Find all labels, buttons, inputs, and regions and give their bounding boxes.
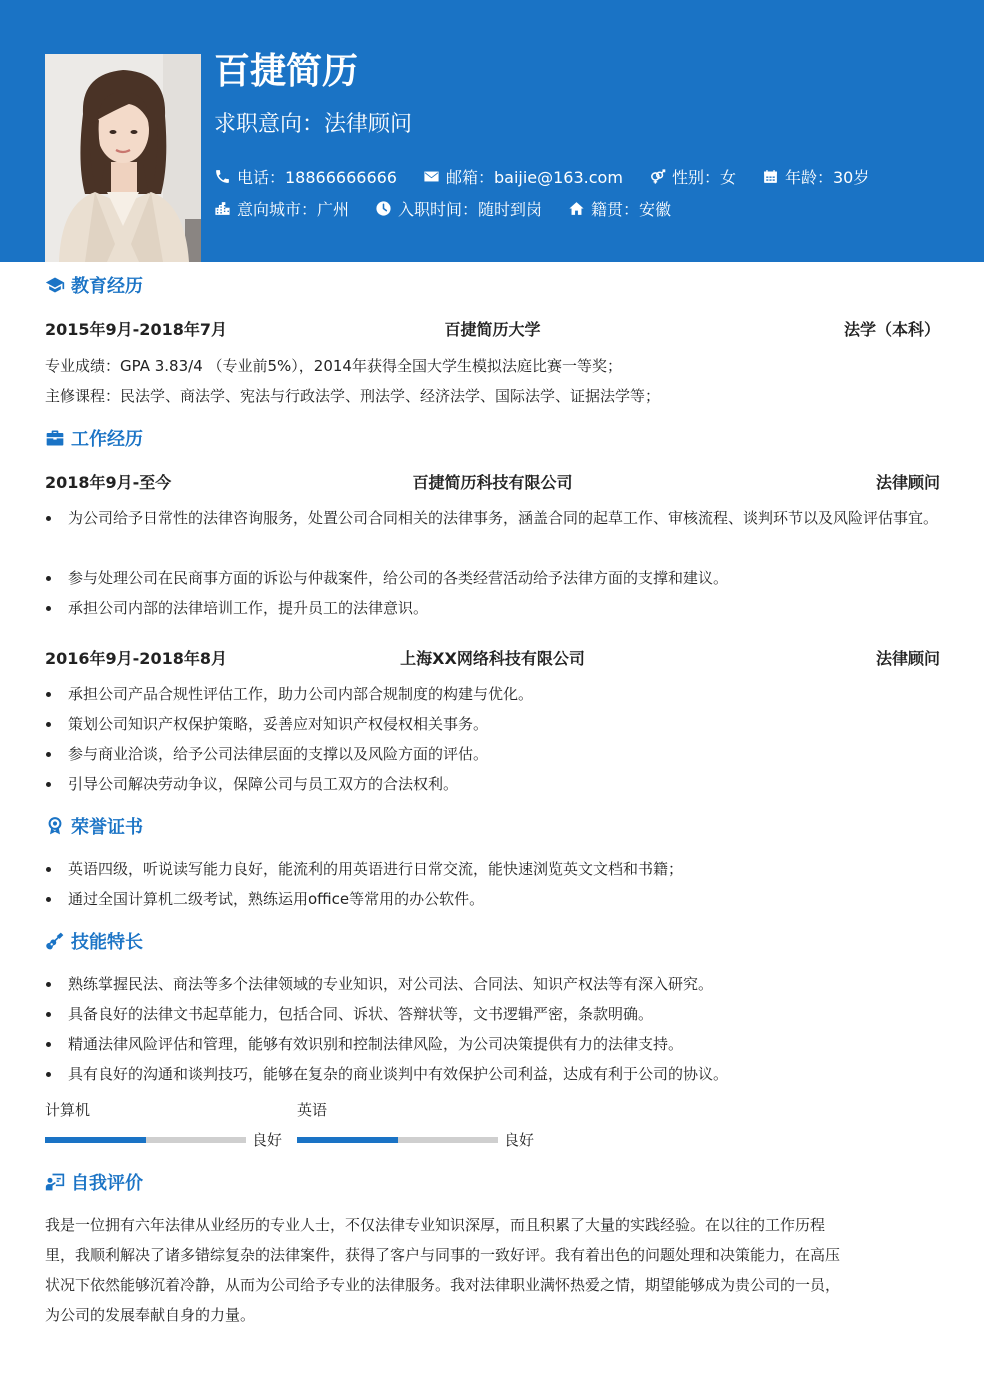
- info-gender: [649, 165, 736, 188]
- skill-bar-fill: [297, 1137, 398, 1143]
- education-major: 法学（本科）: [843, 320, 940, 339]
- contact-info-row: [214, 164, 895, 188]
- work-title-text: 工作经历: [71, 429, 143, 450]
- work-section-title: [45, 425, 143, 451]
- job-company: 上海XX网络科技有限公司: [400, 649, 585, 668]
- job-bullet: 为公司给予日常性的法律咨询服务，处置公司合同相关的法律事务，涵盖合同的起草工作、审核流程、谈判环节以及风险评估事宜。: [45, 503, 940, 533]
- skill-bar-level: 良好: [252, 1131, 283, 1149]
- hometown-text: 籍贯：安徽: [591, 199, 672, 219]
- award-icon: [45, 816, 65, 836]
- skill-bullet: 具备良好的法律文书起草能力，包括合同、诉状、答辩状等，文书逻辑严密，条款明确。: [45, 999, 940, 1029]
- briefcase-icon: [45, 428, 65, 448]
- honors-section-title: [45, 813, 143, 839]
- email-text: 邮箱：baijie@163.com: [445, 167, 623, 187]
- education-line: 专业成绩：GPA 3.83/4 （专业前5%），2014年获得全国大学生模拟法庭比赛一等奖；: [45, 357, 622, 375]
- job-position: 法律顾问: [875, 473, 940, 492]
- city-text: 意向城市：广州: [237, 199, 350, 219]
- education-period: 2015年9月-2018年7月: [45, 320, 227, 339]
- job-period: 2016年9月-2018年8月: [45, 649, 227, 668]
- candidate-name: 百捷简历: [214, 51, 359, 92]
- education-section-title: [45, 272, 143, 298]
- education-school: 百捷简历大学: [444, 320, 541, 339]
- job-bullet: 引导公司解决劳动争议，保障公司与员工双方的合法权利。: [45, 769, 940, 799]
- extra-info-row: [214, 196, 697, 220]
- gender-text: 性别：女: [671, 167, 736, 187]
- job-header-row: [45, 646, 940, 672]
- start-time-text: 入职时间：随时到岗: [398, 199, 543, 219]
- home-icon: [568, 200, 585, 217]
- profile-photo: [45, 54, 201, 262]
- job-bullet: 参与处理公司在民商事方面的诉讼与仲裁案件，给公司的各类经营活动给予法律方面的支撑和建议。: [45, 563, 940, 593]
- city-icon: [214, 200, 231, 217]
- honors-title-text: 荣誉证书: [71, 817, 143, 838]
- calendar-icon: [762, 168, 779, 185]
- skills-section-title: [45, 928, 143, 954]
- info-email: [423, 165, 623, 188]
- self-eval-line: 状况下依然能够沉着冷静，从而为公司给予专业的法律服务。我对法律职业满怀热爱之情，期望能够成为贵公司的一员，: [45, 1276, 841, 1294]
- portrait-illustration: [45, 54, 201, 262]
- skill-bullet: 具有良好的沟通和谈判技巧，能够在复杂的商业谈判中有效保护公司利益，达成有利于公司的协议。: [45, 1059, 940, 1089]
- email-icon: [423, 168, 440, 185]
- info-city: [214, 197, 349, 220]
- job-bullet: 承担公司内部的法律培训工作，提升员工的法律意识。: [45, 593, 940, 623]
- skill-bar-label: 英语: [297, 1101, 328, 1119]
- job-intent: 求职意向：法律顾问: [214, 112, 413, 137]
- age-text: 年龄：30岁: [784, 167, 870, 187]
- phone-text: 电话：18866666666: [237, 167, 397, 187]
- info-phone: [214, 165, 397, 188]
- skill-bar-fill: [45, 1137, 146, 1143]
- presenter-icon: [45, 1172, 65, 1192]
- skill-bar-level: 良好: [504, 1131, 535, 1149]
- honor-bullet: 英语四级，听说读写能力良好，能流利的用英语进行日常交流，能快速浏览英文文档和书籍；: [45, 854, 940, 884]
- gender-icon: [649, 168, 666, 185]
- education-title-text: 教育经历: [71, 276, 143, 297]
- education-header-row: [45, 317, 940, 343]
- skill-bar-track: [297, 1137, 498, 1143]
- job-bullet: 策划公司知识产权保护策略，妥善应对知识产权侵权相关事务。: [45, 709, 940, 739]
- job-period: 2018年9月-至今: [45, 473, 172, 492]
- info-hometown: [568, 197, 671, 220]
- graduation-cap-icon: [45, 275, 65, 295]
- job-bullet: 参与商业洽谈，给予公司法律层面的支撑以及风险方面的评估。: [45, 739, 940, 769]
- self-eval-line: 为公司的发展奉献自身的力量。: [45, 1306, 256, 1324]
- skill-bar-label: 计算机: [45, 1101, 91, 1119]
- info-start-time: [375, 197, 542, 220]
- self-eval-section-title: [45, 1169, 143, 1195]
- job-header-row: [45, 470, 940, 496]
- job-position: 法律顾问: [875, 649, 940, 668]
- skill-bullet: 精通法律风险评估和管理，能够有效识别和控制法律风险，为公司决策提供有力的法律支持。: [45, 1029, 940, 1059]
- self-eval-line: 我是一位拥有六年法律从业经历的专业人士，不仅法律专业知识深厚，而且积累了大量的实践经验。在以往的工作历程: [45, 1216, 826, 1234]
- job-bullet: 承担公司产品合规性评估工作，助力公司内部合规制度的构建与优化。: [45, 679, 940, 709]
- phone-icon: [214, 168, 231, 185]
- skills-title-text: 技能特长: [71, 932, 143, 953]
- guitar-icon: [45, 931, 65, 951]
- honor-bullet: 通过全国计算机二级考试，熟练运用office等常用的办公软件。: [45, 884, 940, 914]
- self-eval-line: 里，我顺利解决了诸多错综复杂的法律案件，获得了客户与同事的一致好评。我有着出色的问题处理和决策能力，在高压: [45, 1246, 841, 1264]
- clock-icon: [375, 200, 392, 217]
- education-line: 主修课程：民法学、商法学、宪法与行政法学、刑法学、经济法学、国际法学、证据法学等；: [45, 387, 661, 405]
- self-eval-title-text: 自我评价: [71, 1173, 143, 1194]
- info-age: [762, 165, 869, 188]
- skill-bullet: 熟练掌握民法、商法等多个法律领域的专业知识，对公司法、合同法、知识产权法等有深入研究。: [45, 969, 940, 999]
- skill-bar-track: [45, 1137, 246, 1143]
- job-company: 百捷简历科技有限公司: [412, 473, 573, 492]
